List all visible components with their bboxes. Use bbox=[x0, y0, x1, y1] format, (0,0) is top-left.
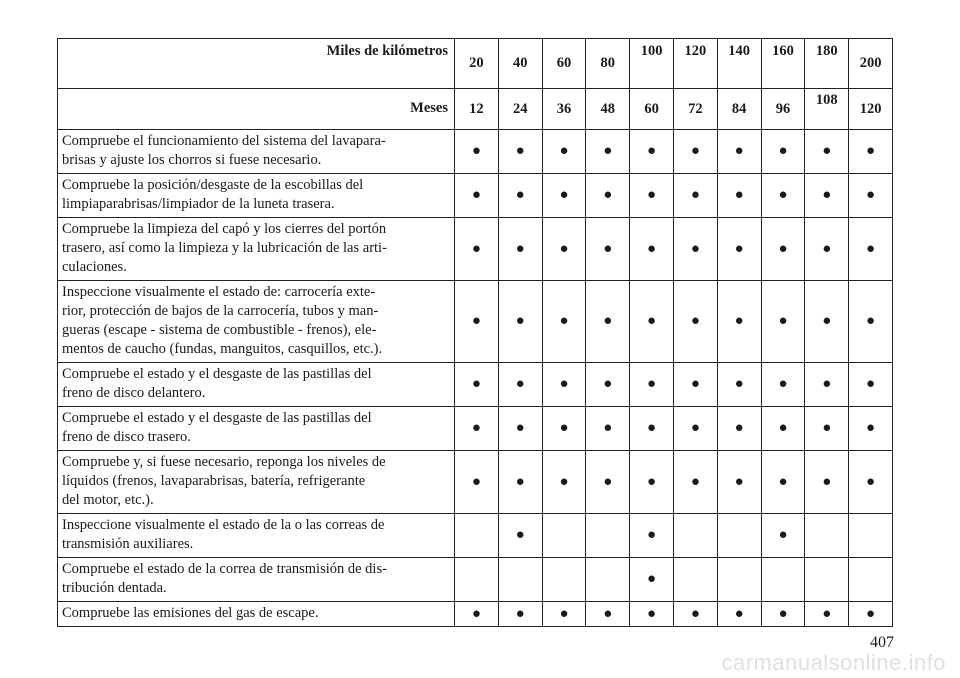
empty-cell bbox=[586, 514, 630, 558]
task-description: Compruebe el estado de la correa de transmisión de dis- tribución dentada. bbox=[58, 558, 455, 602]
service-mark: ● bbox=[849, 174, 893, 218]
service-mark: ● bbox=[542, 174, 586, 218]
task-description: Compruebe el estado y el desgaste de las pastillas del freno de disco trasero. bbox=[58, 407, 455, 451]
service-mark: ● bbox=[455, 174, 499, 218]
task-description: Inspeccione visualmente el estado de: carrocería exte- rior, protección de bajos de la carrocería, tubos y man- gueras (escape - sistema de combustible - frenos), ele- mentos de caucho (fundas, manguitos, casquillos, etc.). bbox=[58, 281, 455, 363]
empty-cell bbox=[805, 558, 849, 602]
service-mark: ● bbox=[542, 363, 586, 407]
empty-cell bbox=[498, 558, 542, 602]
months-value: 120 bbox=[849, 89, 893, 130]
months-value: 84 bbox=[717, 89, 761, 130]
header-row-km bbox=[58, 39, 893, 89]
service-mark: ● bbox=[542, 281, 586, 363]
service-mark: ● bbox=[542, 130, 586, 174]
service-mark: ● bbox=[630, 174, 674, 218]
km-value: 120 bbox=[673, 39, 717, 89]
service-mark: ● bbox=[673, 281, 717, 363]
service-mark: ● bbox=[630, 451, 674, 514]
empty-cell bbox=[673, 558, 717, 602]
service-mark: ● bbox=[498, 514, 542, 558]
service-mark: ● bbox=[805, 407, 849, 451]
service-mark: ● bbox=[673, 602, 717, 627]
months-label: Meses bbox=[58, 89, 455, 130]
empty-cell bbox=[717, 514, 761, 558]
service-mark: ● bbox=[805, 174, 849, 218]
service-mark: ● bbox=[761, 363, 805, 407]
service-mark: ● bbox=[805, 363, 849, 407]
service-mark: ● bbox=[630, 281, 674, 363]
service-mark: ● bbox=[630, 407, 674, 451]
km-value: 20 bbox=[455, 39, 499, 89]
service-mark: ● bbox=[542, 602, 586, 627]
service-mark: ● bbox=[498, 218, 542, 281]
empty-cell bbox=[717, 558, 761, 602]
empty-cell bbox=[455, 558, 499, 602]
service-mark: ● bbox=[542, 407, 586, 451]
service-mark: ● bbox=[849, 407, 893, 451]
service-mark: ● bbox=[717, 602, 761, 627]
service-mark: ● bbox=[673, 130, 717, 174]
service-mark: ● bbox=[673, 407, 717, 451]
service-mark: ● bbox=[717, 218, 761, 281]
table-row bbox=[58, 174, 893, 218]
service-mark: ● bbox=[805, 130, 849, 174]
service-mark: ● bbox=[455, 130, 499, 174]
service-mark: ● bbox=[455, 602, 499, 627]
service-mark: ● bbox=[586, 407, 630, 451]
service-mark: ● bbox=[717, 407, 761, 451]
service-mark: ● bbox=[673, 451, 717, 514]
service-mark: ● bbox=[498, 174, 542, 218]
service-mark: ● bbox=[805, 602, 849, 627]
service-mark: ● bbox=[761, 130, 805, 174]
service-mark: ● bbox=[542, 451, 586, 514]
service-mark: ● bbox=[849, 602, 893, 627]
maintenance-table bbox=[57, 38, 893, 627]
service-mark: ● bbox=[805, 451, 849, 514]
months-value: 36 bbox=[542, 89, 586, 130]
service-mark: ● bbox=[630, 558, 674, 602]
service-mark: ● bbox=[849, 218, 893, 281]
table-row bbox=[58, 451, 893, 514]
service-mark: ● bbox=[761, 218, 805, 281]
km-value: 40 bbox=[498, 39, 542, 89]
task-description: Inspeccione visualmente el estado de la o las correas de transmisión auxiliares. bbox=[58, 514, 455, 558]
service-mark: ● bbox=[761, 174, 805, 218]
km-value: 200 bbox=[849, 39, 893, 89]
service-mark: ● bbox=[455, 363, 499, 407]
service-mark: ● bbox=[455, 218, 499, 281]
task-description: Compruebe y, si fuese necesario, reponga los niveles de líquidos (frenos, lavaparabrisas, batería, refrigerante del motor, etc.). bbox=[58, 451, 455, 514]
km-value: 180 bbox=[805, 39, 849, 89]
service-mark: ● bbox=[455, 407, 499, 451]
months-value: 24 bbox=[498, 89, 542, 130]
months-value: 48 bbox=[586, 89, 630, 130]
task-description: Compruebe la limpieza del capó y los cierres del portón trasero, así como la limpieza y la lubricación de las arti- culaciones. bbox=[58, 218, 455, 281]
service-mark: ● bbox=[717, 451, 761, 514]
table-row bbox=[58, 602, 893, 627]
km-value: 100 bbox=[630, 39, 674, 89]
service-mark: ● bbox=[717, 363, 761, 407]
table-row bbox=[58, 281, 893, 363]
km-value: 60 bbox=[542, 39, 586, 89]
empty-cell bbox=[455, 514, 499, 558]
km-value: 160 bbox=[761, 39, 805, 89]
service-mark: ● bbox=[586, 602, 630, 627]
service-mark: ● bbox=[455, 281, 499, 363]
header-row-months bbox=[58, 89, 893, 130]
service-mark: ● bbox=[673, 363, 717, 407]
service-mark: ● bbox=[761, 514, 805, 558]
table-row bbox=[58, 363, 893, 407]
service-mark: ● bbox=[498, 451, 542, 514]
service-mark: ● bbox=[498, 281, 542, 363]
task-description: Compruebe el estado y el desgaste de las pastillas del freno de disco delantero. bbox=[58, 363, 455, 407]
service-mark: ● bbox=[673, 174, 717, 218]
service-mark: ● bbox=[673, 218, 717, 281]
empty-cell bbox=[586, 558, 630, 602]
table-row bbox=[58, 218, 893, 281]
maintenance-schedule-sheet bbox=[57, 38, 893, 627]
months-value: 108 bbox=[805, 89, 849, 130]
service-mark: ● bbox=[586, 451, 630, 514]
months-value: 60 bbox=[630, 89, 674, 130]
table-row bbox=[58, 514, 893, 558]
service-mark: ● bbox=[717, 281, 761, 363]
service-mark: ● bbox=[849, 363, 893, 407]
service-mark: ● bbox=[761, 281, 805, 363]
watermark-text: carmanualsonline.info bbox=[721, 650, 946, 675]
service-mark: ● bbox=[586, 130, 630, 174]
empty-cell bbox=[542, 514, 586, 558]
service-mark: ● bbox=[761, 451, 805, 514]
service-mark: ● bbox=[849, 130, 893, 174]
service-mark: ● bbox=[498, 602, 542, 627]
table-row bbox=[58, 130, 893, 174]
service-mark: ● bbox=[498, 130, 542, 174]
service-mark: ● bbox=[586, 174, 630, 218]
task-description: Compruebe las emisiones del gas de escape. bbox=[58, 602, 455, 627]
service-mark: ● bbox=[586, 281, 630, 363]
page-number: 407 bbox=[870, 634, 894, 651]
km-value: 80 bbox=[586, 39, 630, 89]
km-label: Miles de kilómetros bbox=[58, 39, 455, 89]
service-mark: ● bbox=[542, 218, 586, 281]
service-mark: ● bbox=[805, 218, 849, 281]
km-value: 140 bbox=[717, 39, 761, 89]
months-value: 96 bbox=[761, 89, 805, 130]
service-mark: ● bbox=[630, 514, 674, 558]
empty-cell bbox=[761, 558, 805, 602]
service-mark: ● bbox=[849, 451, 893, 514]
empty-cell bbox=[673, 514, 717, 558]
task-description: Compruebe la posición/desgaste de la escobillas del limpiaparabrisas/limpiador de la luneta trasera. bbox=[58, 174, 455, 218]
service-mark: ● bbox=[630, 602, 674, 627]
service-mark: ● bbox=[761, 407, 805, 451]
service-mark: ● bbox=[455, 451, 499, 514]
task-description: Compruebe el funcionamiento del sistema del lavapara- brisas y ajuste los chorros si fuese necesario. bbox=[58, 130, 455, 174]
table-row bbox=[58, 558, 893, 602]
empty-cell bbox=[849, 558, 893, 602]
service-mark: ● bbox=[849, 281, 893, 363]
empty-cell bbox=[849, 514, 893, 558]
service-mark: ● bbox=[586, 363, 630, 407]
service-mark: ● bbox=[630, 363, 674, 407]
service-mark: ● bbox=[586, 218, 630, 281]
empty-cell bbox=[805, 514, 849, 558]
service-mark: ● bbox=[761, 602, 805, 627]
service-mark: ● bbox=[630, 130, 674, 174]
empty-cell bbox=[542, 558, 586, 602]
service-mark: ● bbox=[717, 130, 761, 174]
months-value: 72 bbox=[673, 89, 717, 130]
service-mark: ● bbox=[805, 281, 849, 363]
service-mark: ● bbox=[717, 174, 761, 218]
service-mark: ● bbox=[498, 407, 542, 451]
months-value: 12 bbox=[455, 89, 499, 130]
table-row bbox=[58, 407, 893, 451]
service-mark: ● bbox=[498, 363, 542, 407]
service-mark: ● bbox=[630, 218, 674, 281]
